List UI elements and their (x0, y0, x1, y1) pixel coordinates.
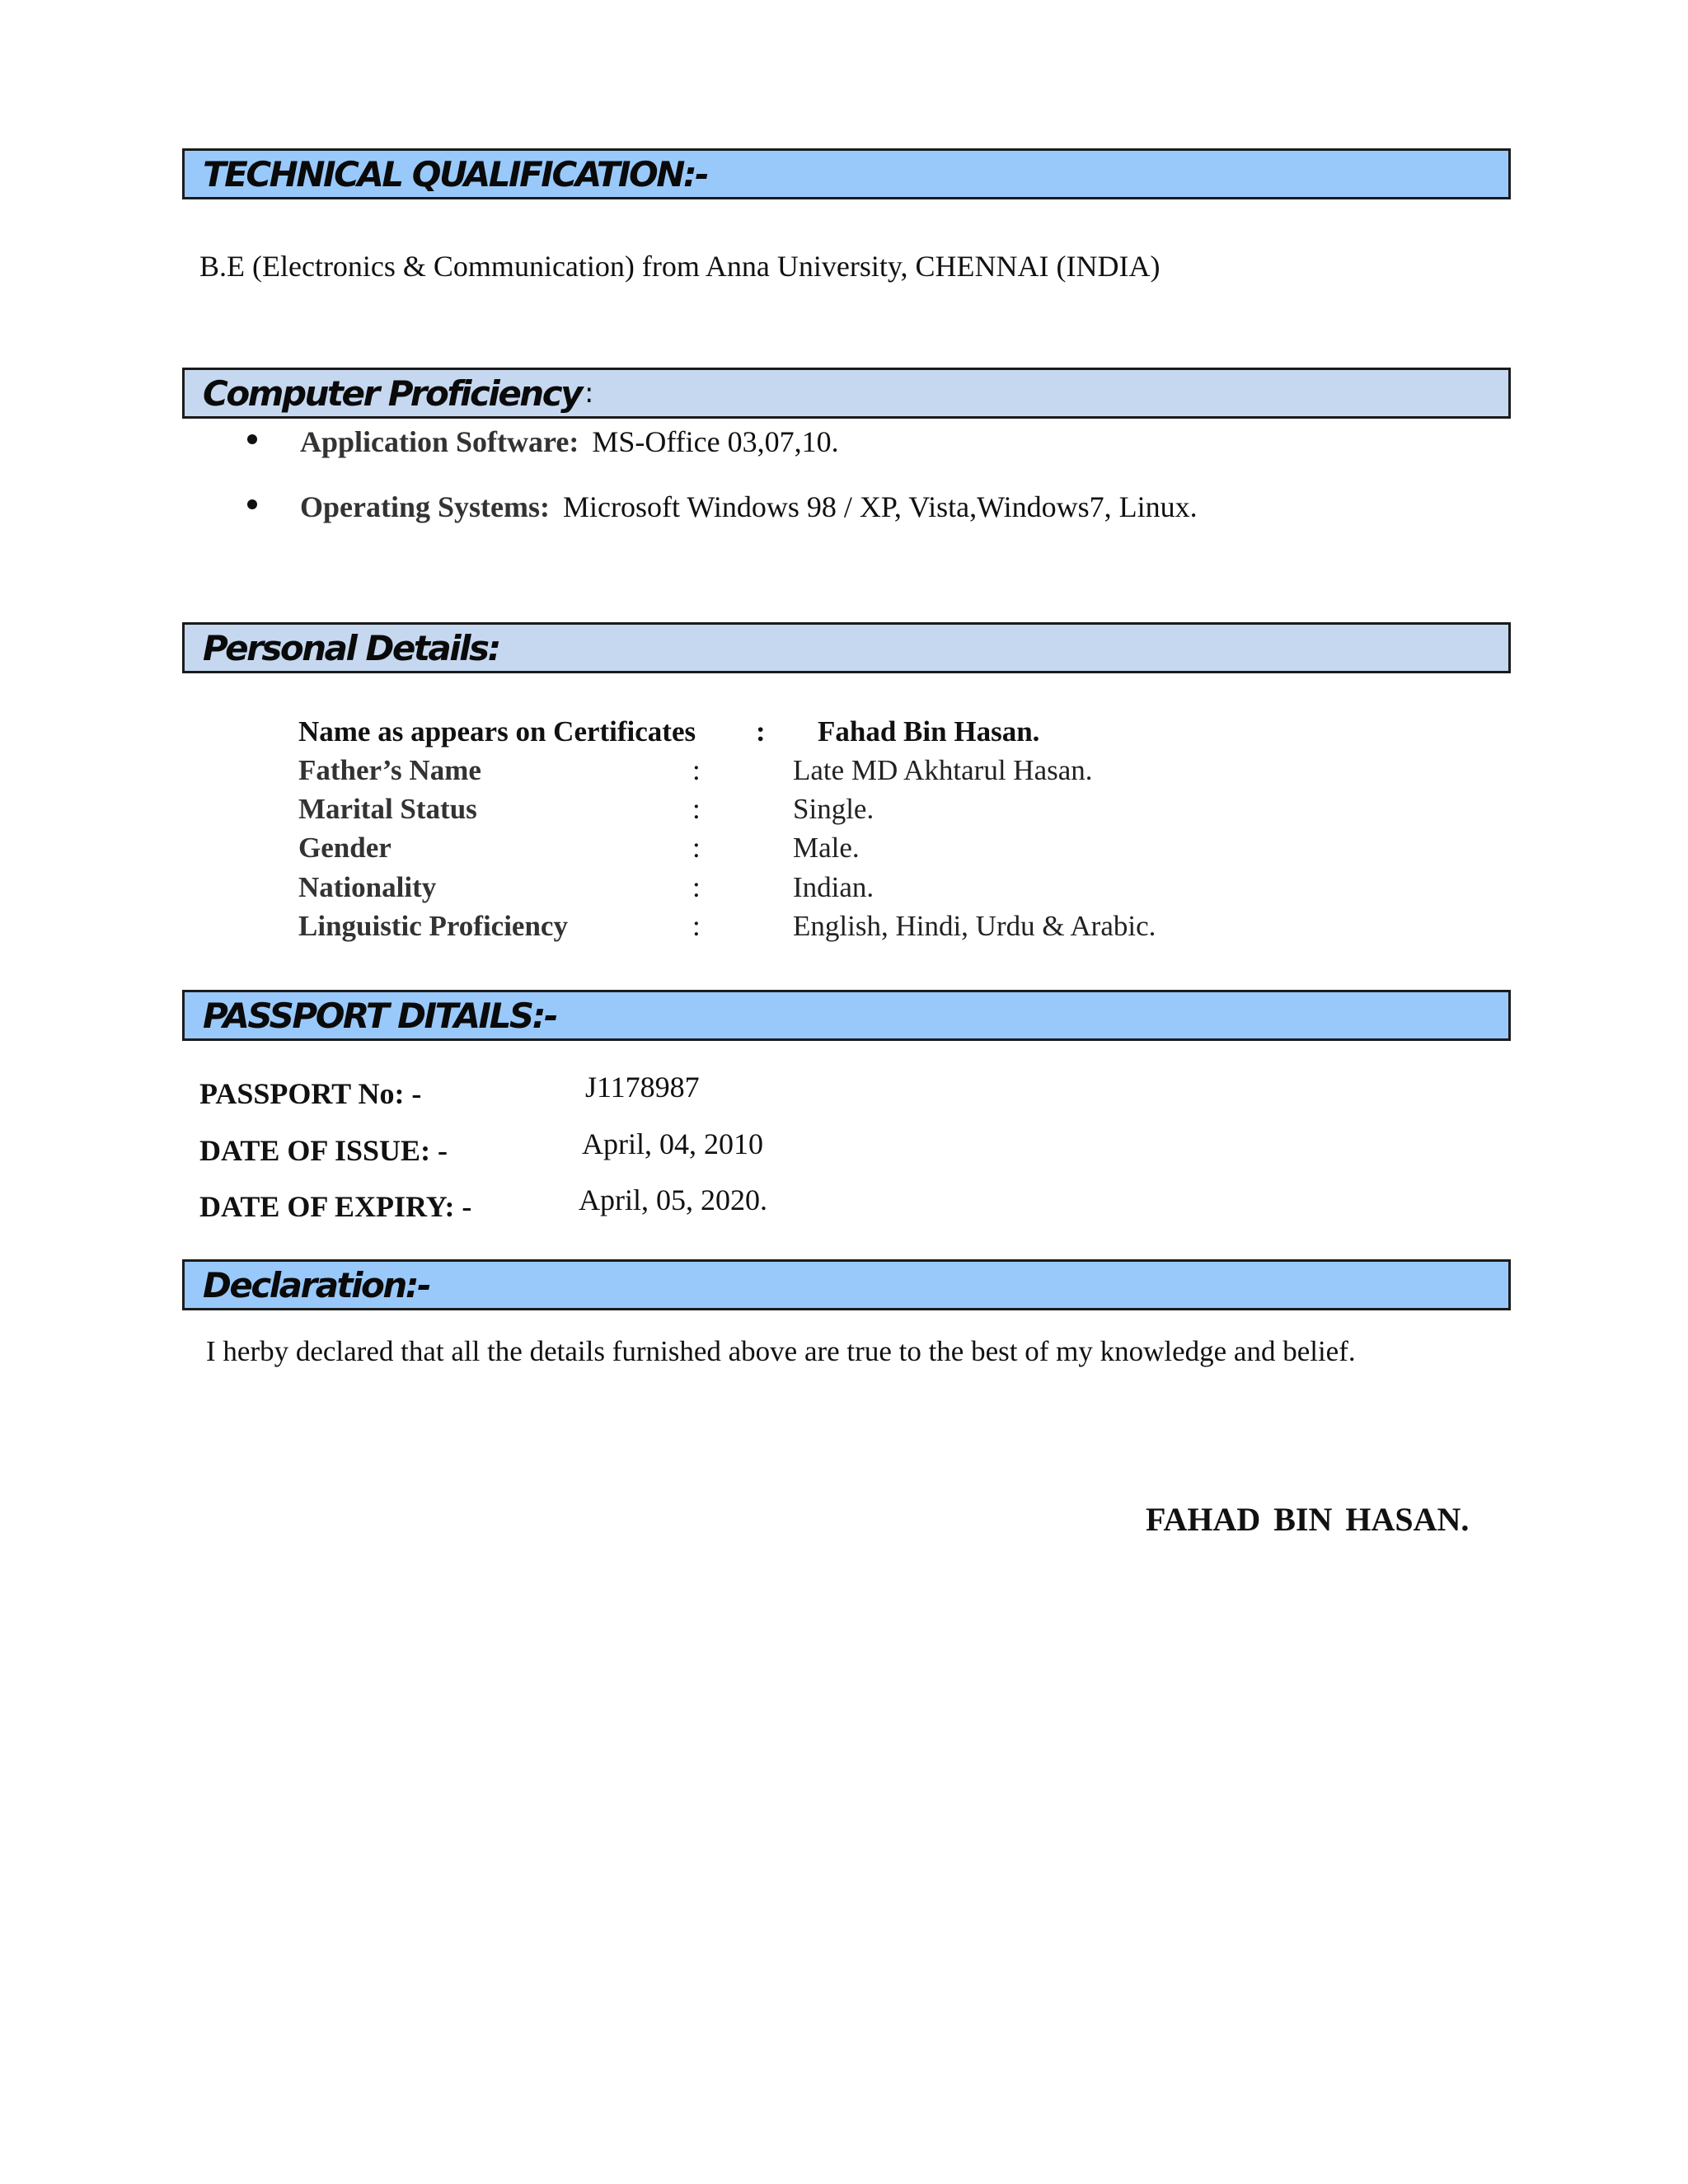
date-of-expiry-label: DATE OF EXPIRY: - (199, 1190, 472, 1223)
separator-colon: : (692, 754, 701, 786)
date-of-issue-value: April, 04, 2010 (582, 1127, 763, 1160)
technical-qualification-title: TECHNICAL QUALIFICATION:- (203, 153, 708, 194)
fathers-name-label: Father’s Name (298, 754, 481, 786)
name-label: Name as appears on Certificates (298, 715, 696, 748)
application-software-label: Application Software: (300, 425, 579, 458)
linguistic-proficiency-label: Linguistic Proficiency (298, 910, 568, 942)
name-value: Fahad Bin Hasan. (818, 715, 1040, 748)
separator-colon: : (692, 910, 701, 942)
separator-colon: : (692, 871, 701, 903)
operating-systems-value: Microsoft Windows 98 / XP, Vista,Windows7, Linux. (562, 490, 1198, 523)
bullet-icon (247, 434, 257, 444)
technical-qualification-text: B.E (Electronics & Communication) from Anna University, CHENNAI (INDIA) (199, 250, 1160, 283)
marital-status-value: Single. (793, 793, 874, 825)
declaration-text: I herby declared that all the details furnished above are true to the best of my knowledge and belief. (206, 1335, 1356, 1367)
declaration-header (182, 1259, 1511, 1310)
personal-details-header (182, 622, 1511, 673)
bullet-icon (247, 499, 257, 509)
date-of-issue-label: DATE OF ISSUE: - (199, 1134, 448, 1167)
date-of-expiry-value: April, 05, 2020. (579, 1183, 767, 1216)
computer-proficiency-header (182, 368, 1511, 419)
personal-details-title: Personal Details: (203, 627, 499, 668)
technical-qualification-header (182, 148, 1511, 199)
passport-number-value: J1178987 (585, 1071, 700, 1104)
passport-number-label: PASSPORT No: - (199, 1077, 422, 1110)
nationality-value: Indian. (793, 871, 874, 903)
passport-details-title: PASSPORT DITAILS:- (203, 995, 556, 1036)
separator-colon: : (692, 793, 701, 825)
passport-detail-row (199, 1183, 941, 1224)
passport-detail-row (199, 1127, 941, 1168)
computer-proficiency-title: Computer Proficiency (203, 373, 581, 414)
linguistic-proficiency-value: English, Hindi, Urdu & Arabic. (793, 910, 1156, 942)
separator-colon: : (756, 715, 766, 748)
gender-label: Gender (298, 832, 392, 864)
operating-systems-label: Operating Systems: (300, 490, 550, 523)
application-software-value: MS-Office 03,07,10. (592, 425, 839, 458)
list-item-application-software (247, 424, 839, 459)
computer-proficiency-title-suffix: : (584, 377, 594, 410)
fathers-name-value: Late MD Akhtarul Hasan. (793, 754, 1093, 786)
nationality-label: Nationality (298, 871, 437, 903)
declaration-title: Declaration:- (203, 1264, 429, 1305)
passport-detail-row (199, 1070, 941, 1111)
list-item-operating-systems (247, 490, 1198, 524)
gender-value: Male. (793, 832, 860, 864)
marital-status-label: Marital Status (298, 793, 477, 825)
signature-name: FAHAD BIN HASAN. (1146, 1501, 1470, 1538)
passport-details-header (182, 990, 1511, 1041)
separator-colon: : (692, 832, 701, 864)
